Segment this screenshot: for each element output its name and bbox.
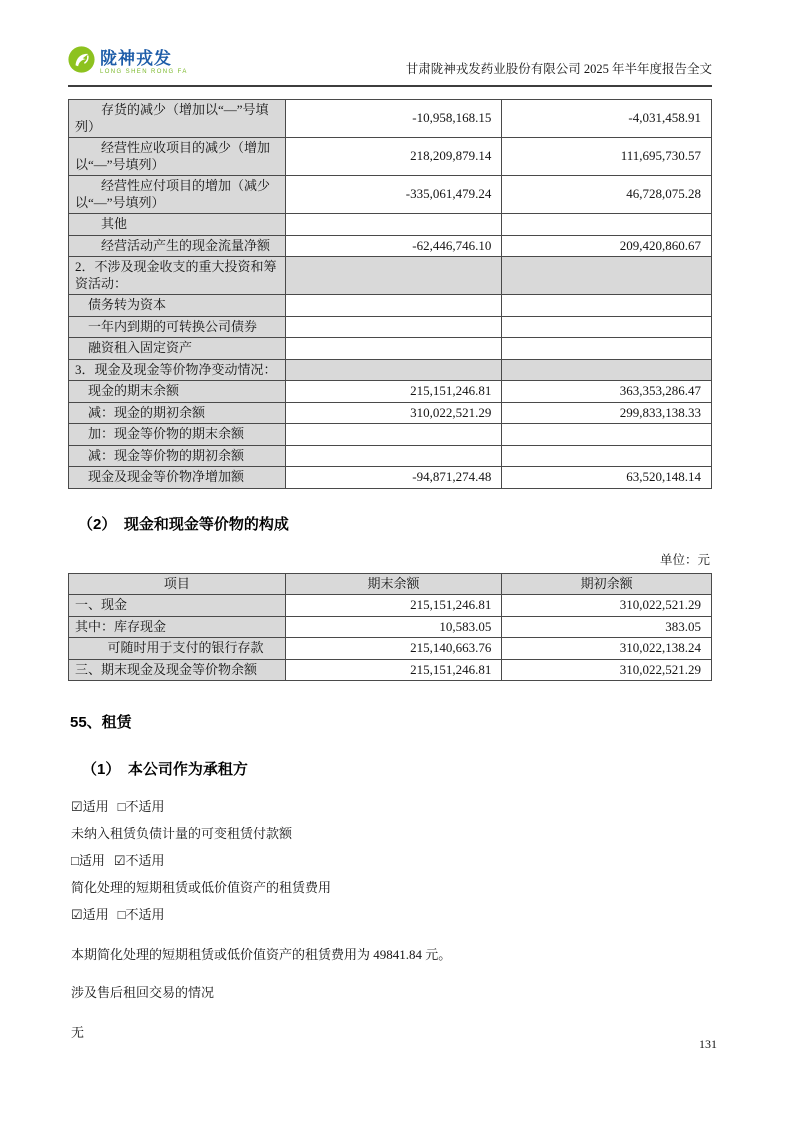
company-logo-text [100,50,188,75]
section-header-row [69,359,712,381]
row-label: 存货的减少（增加以“—”号填列） [69,100,286,138]
simplified-fee-statement: 本期简化处理的短期租赁或低价值资产的租赁费用为 49841.84 元。 [71,947,452,962]
table-row [69,445,712,467]
checkbox-checked-icon: ☑ [71,907,83,922]
unit-note: 单位：元 [659,552,710,567]
checkbox-checked-icon: ☑ [113,853,126,868]
row-current-value [285,338,502,360]
variable-payments-label: 未纳入租赁负债计量的可变租赁付款额 [71,826,293,841]
table-row [69,595,712,617]
row-label: 减：现金等价物的期初余额 [69,445,286,467]
row-label: 可随时用于支付的银行存款 [69,638,286,660]
row-label: 三、期末现金及现金等价物余额 [69,659,286,681]
row-current-value [285,316,502,338]
column-header-item: 项目 [69,573,286,595]
row-label: 一年内到期的可转换公司债券 [69,316,286,338]
row-label: 现金及现金等价物净增加额 [69,467,286,489]
row-prior-value: 63,520,148.14 [502,467,712,489]
cash-composition-table [68,573,712,682]
page-header [68,46,712,78]
table-row [69,402,712,424]
row-prior-value: 299,833,138.33 [502,402,712,424]
row-label: 其他 [69,214,286,236]
row-label: 减：现金的期初余额 [69,402,286,424]
row-label: 经营性应付项目的增加（减少以“—”号填列） [69,176,286,214]
row-prior-value: 209,420,860.67 [502,235,712,257]
applicability-line [71,907,712,923]
section-header-row [69,257,712,295]
applicable-label: 适用 [82,799,109,814]
row-current-value [285,257,502,295]
subsection-heading-lessee: （1） 本公司作为承租方 [82,761,248,778]
row-label: 3．现金及现金等价物净变动情况： [69,359,286,381]
not-applicable-label: 不适用 [125,907,165,922]
table-row [69,338,712,360]
row-beginning-value: 383.05 [502,616,712,638]
row-ending-value: 215,140,663.76 [285,638,502,660]
table-row [69,638,712,660]
column-header-ending: 期末余额 [285,573,502,595]
row-prior-value: 111,695,730.57 [502,138,712,176]
applicability-line [71,799,712,815]
cashflow-supplement-table [68,99,712,489]
row-ending-value: 10,583.05 [285,616,502,638]
table-row [69,295,712,317]
header-rule [68,85,712,87]
applicable-label: 适用 [78,853,105,868]
row-ending-value: 215,151,246.81 [285,595,502,617]
row-current-value: 310,022,521.29 [285,402,502,424]
row-current-value [285,424,502,446]
row-label: 加：现金等价物的期末余额 [69,424,286,446]
table-row [69,659,712,681]
table-row [69,176,712,214]
row-prior-value: 363,353,286.47 [502,381,712,403]
row-label: 现金的期末余额 [69,381,286,403]
row-label: 经营性应收项目的减少（增加以“—”号填列） [69,138,286,176]
row-prior-value [502,214,712,236]
not-applicable-label: 不适用 [125,853,165,868]
section-heading-cash-composition: （2） 现金和现金等价物的构成 [78,515,289,533]
table-row [69,100,712,138]
table-row [69,467,712,489]
row-current-value: 218,209,879.14 [285,138,502,176]
checkbox-unchecked-icon: □ [117,799,126,814]
row-label: 一、现金 [69,595,286,617]
row-beginning-value: 310,022,138.24 [502,638,712,660]
simplified-fee-label: 简化处理的短期租赁或低价值资产的租赁费用 [71,880,332,895]
row-current-value [285,214,502,236]
checkbox-unchecked-icon: □ [71,853,79,868]
row-prior-value [502,338,712,360]
checkbox-unchecked-icon: □ [117,907,126,922]
applicability-line [71,853,712,869]
table-row [69,381,712,403]
row-prior-value [502,359,712,381]
table-row [69,235,712,257]
row-label: 融资租入固定资产 [69,338,286,360]
page-number: 131 [699,1037,717,1051]
checkbox-checked-icon: ☑ [71,799,83,814]
sale-leaseback-label: 涉及售后租回交易的情况 [71,985,215,1000]
row-current-value: -335,061,479.24 [285,176,502,214]
report-title: 甘肃陇神戎发药业股份有限公司 2025 年半年度报告全文 [405,62,712,76]
applicable-label: 适用 [82,907,109,922]
not-applicable-label: 不适用 [125,799,165,814]
row-current-value: -62,446,746.10 [285,235,502,257]
row-current-value [285,295,502,317]
table-header-row [69,573,712,595]
row-prior-value: 46,728,075.28 [502,176,712,214]
row-label: 债务转为资本 [69,295,286,317]
row-beginning-value: 310,022,521.29 [502,659,712,681]
row-prior-value [502,257,712,295]
logo-english-name: LONG SHEN RONG FA [100,68,188,75]
row-current-value: 215,151,246.81 [285,381,502,403]
row-label: 其中：库存现金 [69,616,286,638]
table-row [69,316,712,338]
sale-leaseback-value: 无 [71,1025,85,1040]
row-current-value: -10,958,168.15 [285,100,502,138]
row-label: 2．不涉及现金收支的重大投资和筹资活动： [69,257,286,295]
table-row [69,138,712,176]
row-prior-value: -4,031,458.91 [502,100,712,138]
logo-chinese-name: 陇神戎发 [100,48,172,68]
row-current-value [285,359,502,381]
row-ending-value: 215,151,246.81 [285,659,502,681]
row-prior-value [502,316,712,338]
row-beginning-value: 310,022,521.29 [502,595,712,617]
row-prior-value [502,445,712,467]
row-label: 经营活动产生的现金流量净额 [69,235,286,257]
column-header-beginning: 期初余额 [502,573,712,595]
company-logo-icon [68,46,95,78]
section-heading-leasing: 55、租赁 [70,714,132,731]
row-prior-value [502,295,712,317]
table-row [69,424,712,446]
row-current-value [285,445,502,467]
company-logo [68,46,188,78]
row-prior-value [502,424,712,446]
table-row [69,616,712,638]
row-current-value: -94,871,274.48 [285,467,502,489]
table-row [69,214,712,236]
